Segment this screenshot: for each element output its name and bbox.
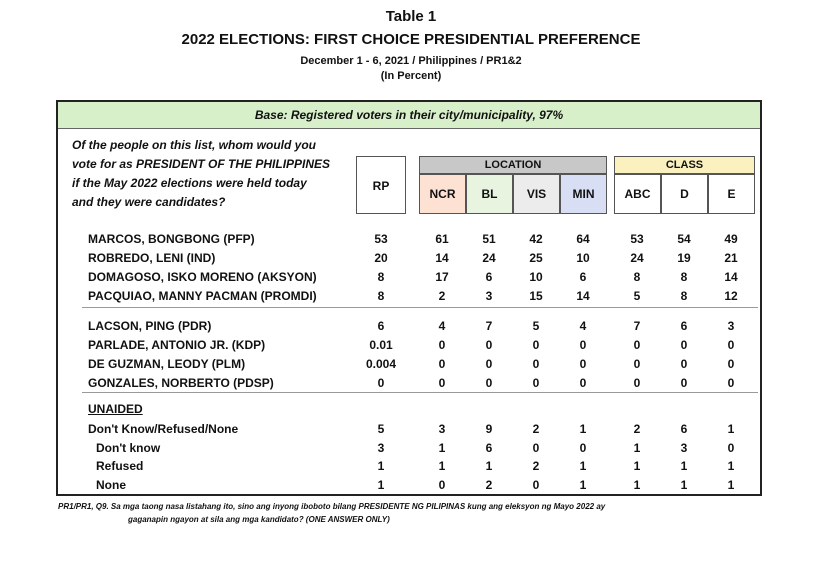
table-title: 2022 ELECTIONS: FIRST CHOICE PRESIDENTIAL PREFERENCE	[181, 31, 641, 48]
cell-value: 0.004	[365, 357, 397, 371]
row-label: LACSON, PING (PDR)	[88, 319, 212, 333]
question-line-4: and they were candidates?	[72, 195, 226, 209]
cell-value: 0	[579, 376, 587, 390]
cell-value: 6	[377, 319, 385, 333]
table-number: Table 1	[385, 8, 437, 25]
cell-value: 15	[529, 289, 543, 303]
cell-value: 49	[724, 232, 738, 246]
row-label: DE GUZMAN, LEODY (PLM)	[88, 357, 246, 371]
cell-value: 0	[438, 338, 446, 352]
cell-value: 61	[435, 232, 449, 246]
table-row	[58, 476, 760, 494]
cell-value: 2	[438, 289, 446, 303]
row-label: ROBREDO, LENI (IND)	[88, 251, 216, 265]
col-header-abc: ABC	[614, 174, 661, 214]
cell-value: 7	[633, 319, 641, 333]
cell-value: 0	[438, 357, 446, 371]
cell-value: 0	[727, 338, 735, 352]
cell-value: 0	[633, 376, 641, 390]
cell-value: 0	[485, 376, 493, 390]
cell-value: 1	[438, 441, 446, 455]
row-label: None	[96, 478, 126, 492]
cell-value: 1	[377, 459, 385, 473]
cell-value: 14	[435, 251, 449, 265]
cell-value: 17	[435, 270, 449, 284]
cell-value: 0	[680, 376, 688, 390]
cell-value: 0	[485, 338, 493, 352]
row-label: DOMAGOSO, ISKO MORENO (AKSYON)	[88, 270, 317, 284]
cell-value: 54	[677, 232, 691, 246]
cell-value: 0	[633, 338, 641, 352]
question-line-1: Of the people on this list, whom would you	[72, 138, 316, 152]
footnote-line-1: PR1/PR1, Q9. Sa mga taong nasa listahang ito, sino ang inyong iboboto bilang PRESIDENTE NG PILIPINAS kung ang eleksyon ng Mayo 2022 ay	[58, 502, 606, 511]
cell-value: 24	[630, 251, 644, 265]
cell-value: 14	[576, 289, 590, 303]
group-divider	[82, 392, 758, 393]
cell-value: 25	[529, 251, 543, 265]
table-row	[58, 374, 760, 392]
cell-value: 3	[680, 441, 688, 455]
row-label: Refused	[96, 459, 144, 473]
cell-value: 5	[532, 319, 540, 333]
row-label: Don't Know/Refused/None	[88, 422, 239, 436]
table-row	[58, 287, 760, 305]
cell-value: 0	[579, 338, 587, 352]
cell-value: 1	[579, 459, 587, 473]
cell-value: 2	[485, 478, 493, 492]
row-label: PACQUIAO, MANNY PACMAN (PROMDI)	[88, 289, 317, 303]
cell-value: 0	[438, 478, 446, 492]
cell-value: 53	[374, 232, 388, 246]
cell-value: 5	[633, 289, 641, 303]
survey-dates: December 1 - 6, 2021 / Philippines / PR1&2	[300, 55, 522, 67]
cell-value: 24	[482, 251, 496, 265]
row-label: MARCOS, BONGBONG (PFP)	[88, 232, 255, 246]
col-header-e: E	[708, 174, 755, 214]
cell-value: 1	[633, 441, 641, 455]
col-header-d: D	[661, 174, 708, 214]
cell-value: 1	[727, 422, 735, 436]
cell-value: 1	[377, 478, 385, 492]
cell-value: 1	[485, 459, 493, 473]
cell-value: 14	[724, 270, 738, 284]
cell-value: 8	[680, 289, 688, 303]
cell-value: 2	[532, 422, 540, 436]
cell-value: 3	[438, 422, 446, 436]
cell-value: 0	[727, 441, 735, 455]
cell-value: 0	[532, 338, 540, 352]
cell-value: 21	[724, 251, 738, 265]
row-label: GONZALES, NORBERTO (PDSP)	[88, 376, 274, 390]
footnote-line-2: gaganapin ngayon at sila ang mga kandidato? (ONE ANSWER ONLY)	[128, 515, 390, 524]
table-row	[58, 355, 760, 373]
cell-value: 1	[727, 459, 735, 473]
cell-value: 2	[532, 459, 540, 473]
cell-value: 8	[633, 270, 641, 284]
cell-value: 0	[680, 338, 688, 352]
cell-value: 19	[677, 251, 691, 265]
cell-value: 1	[727, 478, 735, 492]
cell-value: 0	[532, 441, 540, 455]
table-row	[58, 420, 760, 438]
cell-value: 5	[377, 422, 385, 436]
cell-value: 0	[579, 357, 587, 371]
table-row	[58, 457, 760, 475]
cell-value: 1	[680, 459, 688, 473]
cell-value: 1	[438, 459, 446, 473]
cell-value: 0	[532, 376, 540, 390]
unaided-label: UNAIDED	[88, 402, 143, 416]
col-header-bl: BL	[466, 174, 513, 214]
cell-value: 7	[485, 319, 493, 333]
table-row	[58, 249, 760, 267]
cell-value: 0	[727, 376, 735, 390]
question-line-2: vote for as PRESIDENT OF THE PHILIPPINES	[72, 157, 331, 171]
table-row	[58, 268, 760, 286]
row-label: Don't know	[96, 441, 161, 455]
cell-value: 6	[680, 422, 688, 436]
cell-value: 4	[579, 319, 587, 333]
cell-value: 6	[485, 270, 493, 284]
cell-value: 20	[374, 251, 388, 265]
question-line-3: if the May 2022 elections were held today	[72, 176, 307, 190]
cell-value: 6	[680, 319, 688, 333]
cell-value: 53	[630, 232, 644, 246]
cell-value: 0	[680, 357, 688, 371]
cell-value: 0	[727, 357, 735, 371]
col-header-ncr: NCR	[419, 174, 466, 214]
cell-value: 4	[438, 319, 446, 333]
results-table	[56, 100, 762, 496]
cell-value: 0	[377, 376, 385, 390]
cell-value: 9	[485, 422, 493, 436]
group-header-class: CLASS	[614, 156, 755, 174]
table-row	[58, 336, 760, 354]
cell-value: 64	[576, 232, 590, 246]
table-row	[58, 439, 760, 457]
cell-value: 1	[633, 478, 641, 492]
cell-value: 1	[680, 478, 688, 492]
table-row	[58, 317, 760, 335]
col-header-min: MIN	[560, 174, 607, 214]
cell-value: 8	[377, 289, 385, 303]
cell-value: 6	[485, 441, 493, 455]
cell-value: 0	[438, 376, 446, 390]
cell-value: 0	[485, 357, 493, 371]
cell-value: 3	[377, 441, 385, 455]
cell-value: 10	[576, 251, 590, 265]
cell-value: 3	[727, 319, 735, 333]
col-header-vis: VIS	[513, 174, 560, 214]
cell-value: 0	[633, 357, 641, 371]
cell-value: 51	[482, 232, 496, 246]
unit-note: (In Percent)	[380, 70, 442, 82]
cell-value: 8	[377, 270, 385, 284]
cell-value: 42	[529, 232, 543, 246]
cell-value: 10	[529, 270, 543, 284]
cell-value: 0	[532, 357, 540, 371]
cell-value: 0	[532, 478, 540, 492]
base-banner: Base: Registered voters in their city/municipality, 97%	[58, 102, 760, 129]
row-label: PARLADE, ANTONIO JR. (KDP)	[88, 338, 266, 352]
col-header-rp: RP	[356, 156, 406, 214]
cell-value: 0.01	[369, 338, 393, 352]
cell-value: 6	[579, 270, 587, 284]
cell-value: 3	[485, 289, 493, 303]
cell-value: 1	[579, 422, 587, 436]
table-row	[58, 230, 760, 248]
cell-value: 0	[579, 441, 587, 455]
group-header-location: LOCATION	[419, 156, 607, 174]
cell-value: 12	[724, 289, 738, 303]
cell-value: 1	[633, 459, 641, 473]
group-divider	[82, 307, 758, 308]
cell-value: 8	[680, 270, 688, 284]
cell-value: 2	[633, 422, 641, 436]
cell-value: 1	[579, 478, 587, 492]
